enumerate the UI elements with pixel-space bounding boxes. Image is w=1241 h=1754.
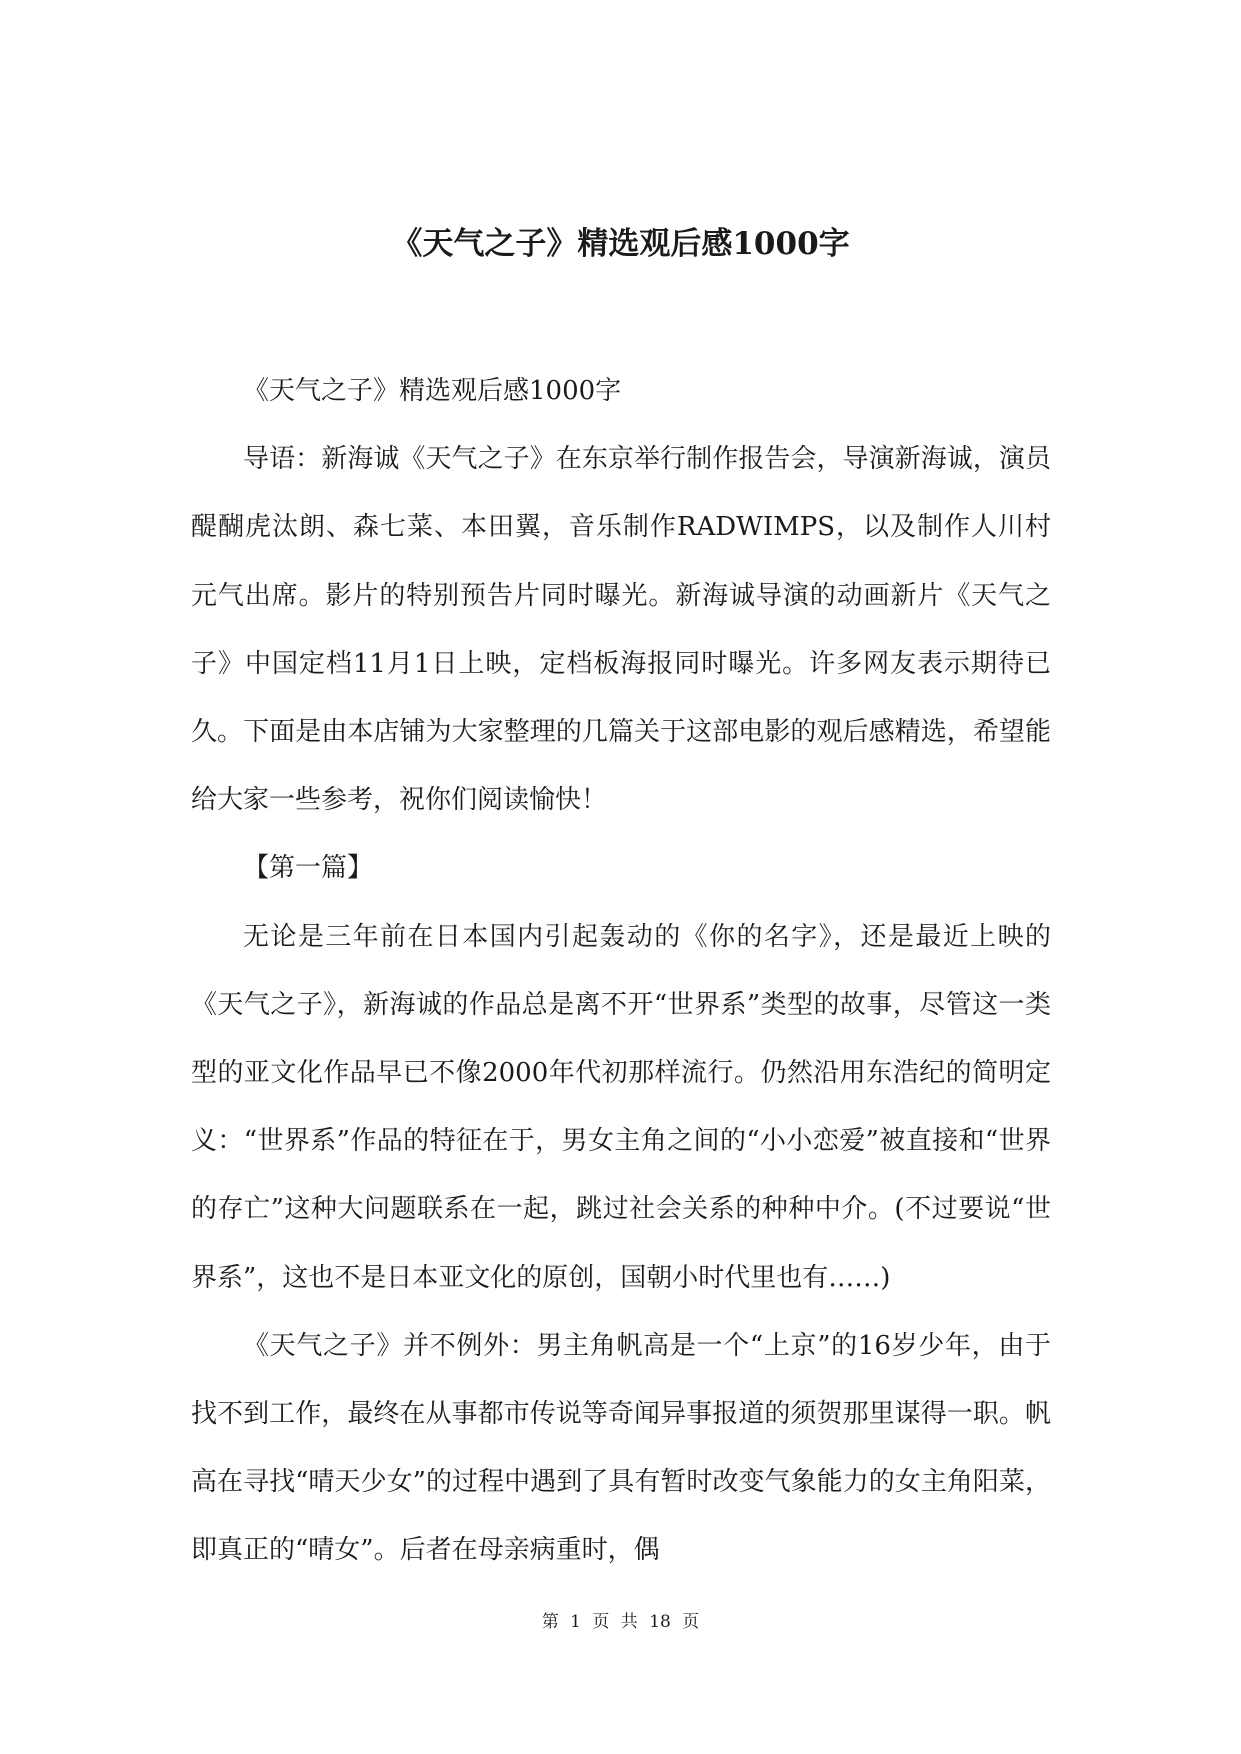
document-body [191, 357, 1051, 1585]
subtitle-paragraph: 《天气之子》精选观后感1000字 [243, 376, 622, 406]
section-heading: 【第一篇】 [243, 853, 374, 884]
page-footer: 第 1 页 共 18 页 [541, 1612, 700, 1632]
intro-paragraph: 导语：新海诚《天气之子》在东京举行制作报告会，导演新海诚，演员醍醐虎汰朗、森七菜、本田翼，音乐制作RADWIMPS，以及制作人川村元气出席。影片的特别预告片同时曝光。新海诚导演的动画新片《天气之子》中国定档11月1日上映，定档板海报同时曝光。许多网友表示期待已久。下面是由本店铺为大家整理的几篇关于这部电影的观后感精选，希望能给大家一些参考，祝你们阅读愉快！ [191, 444, 1051, 816]
body-paragraph: 《天气之子》并不例外：男主角帆高是一个“上京”的16岁少年，由于找不到工作，最终在从事都市传说等奇闻异事报道的须贺那里谋得一职。帆高在寻找“晴天少女”的过程中遇到了具有暂时改变气象能力的女主角阳菜，即真正的“晴女”。后者在母亲病重时，偶 [191, 1330, 1051, 1566]
document-title: 《天气之子》精选观后感1000字 [391, 226, 850, 262]
body-paragraph: 无论是三年前在日本国内引起轰动的《你的名字》，还是最近上映的《天气之子》，新海诚的作品总是离不开“世界系”类型的故事，尽管这一类型的亚文化作品早已不像2000年代初那样流行。仍然沿用东浩纪的简明定义：“世界系”作品的特征在于，男女主角之间的“小小恋爱”被直接和“世界的存亡”这种大问题联系在一起，跳过社会关系的种种中介。(不过要说“世界系”，这也不是日本亚文化的原创，国朝小时代里也有……) [191, 921, 1051, 1293]
